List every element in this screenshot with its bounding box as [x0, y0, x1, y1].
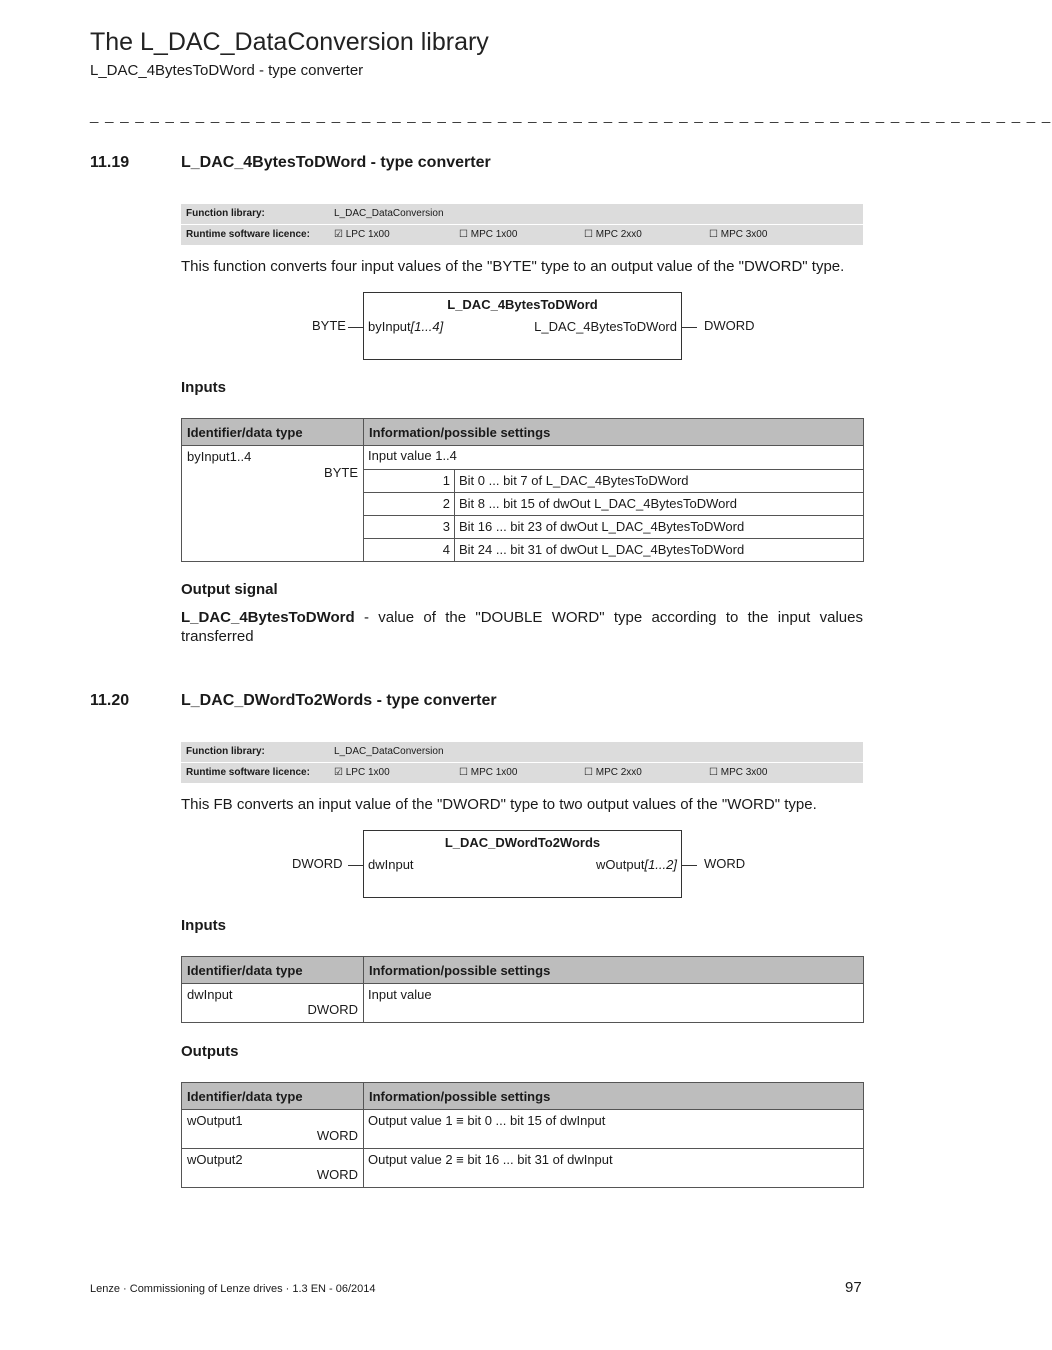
- output-connector-line: [682, 327, 697, 328]
- table-row: [182, 984, 864, 1023]
- input-type-label: DWORD: [292, 856, 343, 871]
- identifier-name: dwInput: [187, 987, 233, 1002]
- inputs-table: [181, 418, 864, 562]
- info-cell: Input value: [364, 984, 864, 1023]
- identifier-cell: [182, 1149, 364, 1188]
- section-title: L_DAC_4BytesToDWord - type converter: [181, 154, 491, 171]
- page-subtitle: L_DAC_4BytesToDWord - type converter: [90, 62, 364, 79]
- function-library-value: L_DAC_DataConversion: [334, 746, 444, 757]
- library-info-box: [181, 204, 863, 245]
- bit-index: 2: [364, 493, 455, 516]
- outputs-heading: Outputs: [181, 1043, 239, 1060]
- bit-description: Bit 24 ... bit 31 of dwOut L_DAC_4BytesToDWord: [455, 539, 864, 562]
- header-divider: _ _ _ _ _ _ _ _ _ _ _ _ _ _ _ _ _ _ _ _ _ _ _ _ _ _ _ _ _ _ _ _ _ _ _ _ _ _ _ _ _ _ _ _ _ _ _ _ _ _ _ _ _ _ _ _ _ _ _ _ _ _ _ _: [90, 107, 1052, 124]
- licence-label: Runtime software licence:: [186, 767, 310, 778]
- inputs-heading: Inputs: [181, 917, 226, 934]
- output-signal-heading: Output signal: [181, 581, 278, 598]
- section-title: L_DAC_DWordTo2Words - type converter: [181, 692, 497, 709]
- identifier-name: wOutput1: [187, 1113, 243, 1128]
- function-block-title: L_DAC_4BytesToDWord: [447, 297, 598, 312]
- identifier-type: WORD: [316, 1167, 358, 1182]
- column-header-identifier: Identifier/data type: [182, 957, 364, 984]
- page-title: The L_DAC_DataConversion library: [90, 28, 489, 56]
- input-type-label: BYTE: [312, 318, 346, 333]
- identifier-type: WORD: [316, 1128, 358, 1143]
- input-port: byInput[1...4]: [368, 319, 444, 334]
- column-header-information: Information/possible settings: [364, 1083, 864, 1110]
- info-cell: Input value 1..4: [364, 446, 864, 470]
- licence-mpc-1x00: ☐ MPC 1x00: [459, 229, 518, 240]
- bit-index: 4: [364, 539, 455, 562]
- bit-description: Bit 16 ... bit 23 of dwOut L_DAC_4BytesToDWord: [455, 516, 864, 539]
- input-connector-line: [348, 327, 363, 328]
- function-library-value: L_DAC_DataConversion: [334, 208, 444, 219]
- function-library-label: Function library:: [186, 208, 265, 219]
- identifier-cell: [182, 446, 364, 562]
- section-description: This function converts four input values of the "BYTE" type to an output value of the "DWORD" type.: [181, 258, 845, 275]
- input-connector-line: [348, 865, 363, 866]
- section-number: 11.20: [90, 692, 130, 709]
- column-header-information: Information/possible settings: [364, 957, 864, 984]
- function-block-title: L_DAC_DWordTo2Words: [444, 835, 601, 850]
- licence-mpc-1x00: ☐ MPC 1x00: [459, 767, 518, 778]
- column-header-identifier: Identifier/data type: [182, 419, 364, 446]
- inputs-table: [181, 956, 864, 1023]
- footer-text: Lenze · Commissioning of Lenze drives · 1.3 EN - 06/2014: [90, 1283, 376, 1295]
- licence-mpc-3x00: ☐ MPC 3x00: [709, 767, 768, 778]
- identifier-type: BYTE: [324, 465, 358, 480]
- info-cell: Output value 2 ≡ bit 16 ... bit 31 of dwInput: [364, 1149, 864, 1188]
- outputs-table: [181, 1082, 864, 1188]
- licence-lpc-1x00: ☑ LPC 1x00: [334, 229, 390, 240]
- licence-lpc-1x00: ☑ LPC 1x00: [334, 767, 390, 778]
- library-info-box: [181, 742, 863, 783]
- section-description: This FB converts an input value of the "DWORD" type to two output values of the "WORD" type.: [181, 796, 817, 813]
- output-port: wOutput[1...2]: [596, 857, 677, 872]
- bit-index: 1: [364, 470, 455, 493]
- function-block: [363, 292, 682, 360]
- function-library-label: Function library:: [186, 746, 265, 757]
- bit-description: Bit 8 ... bit 15 of dwOut L_DAC_4BytesToDWord: [455, 493, 864, 516]
- identifier-name: byInput1..4: [187, 449, 252, 464]
- inputs-heading: Inputs: [181, 379, 226, 396]
- output-signal-description-line1: L_DAC_4BytesToDWord - value of the "DOUBLE WORD" type according to the input values transferred: [181, 609, 863, 645]
- identifier-name: wOutput2: [187, 1152, 243, 1167]
- licence-label: Runtime software licence:: [186, 229, 310, 240]
- licence-mpc-2xx0: ☐ MPC 2xx0: [584, 767, 642, 778]
- licence-mpc-2xx0: ☐ MPC 2xx0: [584, 229, 642, 240]
- identifier-cell: [182, 1110, 364, 1149]
- input-port: dwInput: [368, 857, 414, 872]
- output-type-label: DWORD: [704, 318, 755, 333]
- function-block: [363, 830, 682, 898]
- output-type-label: WORD: [704, 856, 746, 871]
- identifier-cell: [182, 984, 364, 1023]
- bit-description: Bit 0 ... bit 7 of L_DAC_4BytesToDWord: [455, 470, 864, 493]
- page-number: 97: [845, 1279, 862, 1296]
- licence-mpc-3x00: ☐ MPC 3x00: [709, 229, 768, 240]
- identifier-type: DWORD: [307, 1002, 358, 1017]
- output-port: L_DAC_4BytesToDWord: [534, 319, 677, 334]
- column-header-information: Information/possible settings: [364, 419, 864, 446]
- column-header-identifier: Identifier/data type: [182, 1083, 364, 1110]
- table-row: [182, 1110, 864, 1149]
- info-cell: Output value 1 ≡ bit 0 ... bit 15 of dwInput: [364, 1110, 864, 1149]
- output-connector-line: [682, 865, 697, 866]
- bit-index: 3: [364, 516, 455, 539]
- output-signal-name: L_DAC_4BytesToDWord: [181, 609, 355, 626]
- table-row: [182, 1149, 864, 1188]
- section-number: 11.19: [90, 154, 130, 171]
